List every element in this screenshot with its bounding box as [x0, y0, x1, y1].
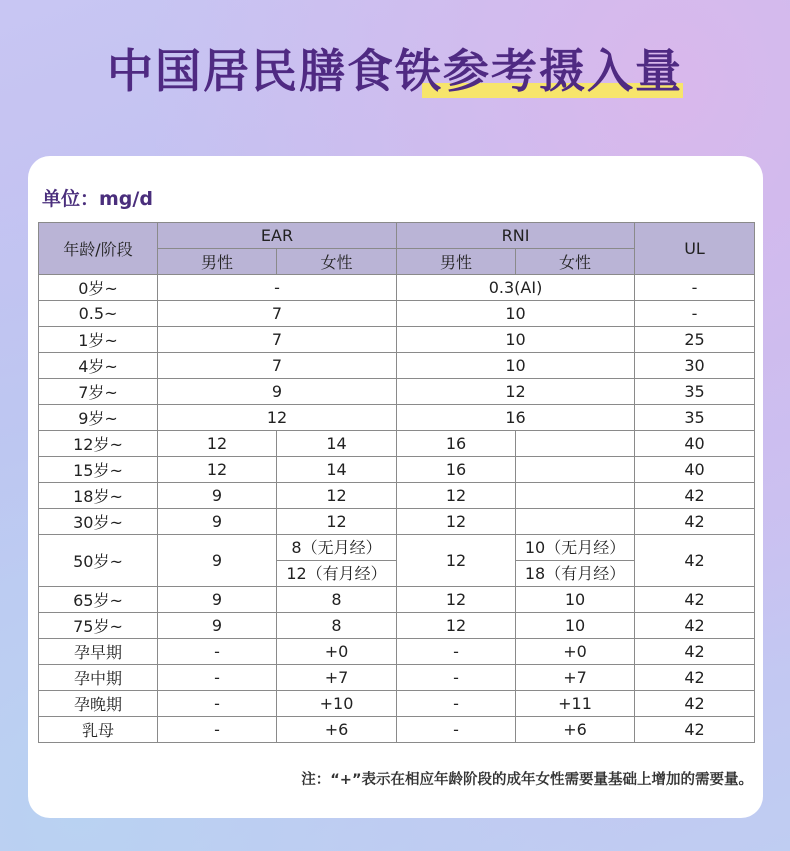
cell-ear-female-menses: 12（有月经）	[286, 564, 387, 583]
cell-rni-female	[516, 457, 635, 483]
table-row	[39, 509, 755, 535]
cell-ul: -	[635, 301, 755, 327]
cell-ear: 7	[158, 301, 397, 327]
cell-rni-male: 16	[397, 457, 516, 483]
cell-ear: 7	[158, 353, 397, 379]
cell-ear-female: 8	[277, 613, 397, 639]
header-ear: EAR	[158, 223, 397, 249]
table-row	[39, 717, 755, 743]
cell-ul: 40	[635, 457, 755, 483]
cell-age: 65岁~	[39, 587, 158, 613]
cell-age: 30岁~	[39, 509, 158, 535]
page-title	[107, 40, 683, 102]
cell-rni-male: -	[397, 665, 516, 691]
cell-ear-male: 9	[158, 587, 277, 613]
table-row	[39, 431, 755, 457]
cell-ear-female: 14	[277, 431, 397, 457]
table-row	[39, 457, 755, 483]
cell-rni-female: +7	[516, 665, 635, 691]
cell-age: 50岁~	[39, 535, 158, 587]
unit-label: 单位：mg/d	[42, 188, 153, 210]
cell-rni-female-no-menses: 10（无月经）	[516, 535, 634, 561]
cell-rni-female: 10	[516, 613, 635, 639]
cell-ul: 42	[635, 509, 755, 535]
cell-rni-female: +11	[516, 691, 635, 717]
table-row	[39, 353, 755, 379]
header-ear-female: 女性	[277, 249, 397, 275]
cell-rni-male: 16	[397, 431, 516, 457]
cell-rni-female	[516, 483, 635, 509]
cell-age: 18岁~	[39, 483, 158, 509]
cell-rni: 16	[397, 405, 635, 431]
cell-ear-female: 14	[277, 457, 397, 483]
cell-ul: 42	[635, 639, 755, 665]
table-row	[39, 275, 755, 301]
cell-ear-male: 9	[158, 613, 277, 639]
footnote: 注：“+”表示在相应年龄阶段的成年女性需要量基础上增加的需要量。	[301, 772, 753, 788]
cell-ear: 9	[158, 379, 397, 405]
cell-rni-male: -	[397, 691, 516, 717]
cell-age: 乳母	[39, 717, 158, 743]
cell-ear-female: +6	[277, 717, 397, 743]
cell-ul: 42	[635, 483, 755, 509]
cell-age: 孕中期	[39, 665, 158, 691]
cell-ear-male: 12	[158, 457, 277, 483]
cell-age: 孕晚期	[39, 691, 158, 717]
cell-ul: 42	[635, 665, 755, 691]
cell-ear-male: -	[158, 665, 277, 691]
cell-ear-male: 9	[158, 483, 277, 509]
cell-age: 1岁~	[39, 327, 158, 353]
cell-ear-male: -	[158, 717, 277, 743]
cell-ul: 42	[635, 535, 755, 587]
cell-ear-male: 12	[158, 431, 277, 457]
cell-ul: 30	[635, 353, 755, 379]
table-row	[39, 301, 755, 327]
cell-age: 4岁~	[39, 353, 158, 379]
cell-ear-female: 8	[277, 587, 397, 613]
cell-rni: 10	[397, 301, 635, 327]
cell-rni-male: -	[397, 717, 516, 743]
cell-ear-female: +0	[277, 639, 397, 665]
cell-ear-female-no-menses: 8（无月经）	[277, 535, 396, 561]
cell-rni: 10	[397, 327, 635, 353]
cell-rni: 12	[397, 379, 635, 405]
cell-ul: 35	[635, 405, 755, 431]
cell-age: 75岁~	[39, 613, 158, 639]
cell-age: 15岁~	[39, 457, 158, 483]
cell-ear-male: -	[158, 691, 277, 717]
table-row	[39, 613, 755, 639]
cell-rni-female-menses: 18（有月经）	[524, 564, 626, 583]
header-rni-female: 女性	[516, 249, 635, 275]
cell-ul: 42	[635, 691, 755, 717]
cell-ul: 42	[635, 587, 755, 613]
cell-ear-female-split	[277, 535, 397, 587]
table-row	[39, 665, 755, 691]
cell-ul: 42	[635, 717, 755, 743]
cell-age: 9岁~	[39, 405, 158, 431]
cell-age: 12岁~	[39, 431, 158, 457]
cell-rni: 10	[397, 353, 635, 379]
header-ul: UL	[635, 223, 755, 275]
cell-ear-female: +10	[277, 691, 397, 717]
cell-ear-male: -	[158, 639, 277, 665]
cell-age: 7岁~	[39, 379, 158, 405]
header-age: 年龄/阶段	[39, 223, 158, 275]
table-row	[39, 691, 755, 717]
table-row	[39, 483, 755, 509]
cell-ear-male: 9	[158, 535, 277, 587]
table-row	[39, 639, 755, 665]
cell-rni-male: -	[397, 639, 516, 665]
cell-ear: -	[158, 275, 397, 301]
iron-intake-table	[38, 222, 755, 743]
header-ear-male: 男性	[158, 249, 277, 275]
cell-ear-female: 12	[277, 509, 397, 535]
cell-rni: 0.3(AI)	[397, 275, 635, 301]
cell-rni-male: 12	[397, 613, 516, 639]
table-row	[39, 587, 755, 613]
table-row	[39, 327, 755, 353]
title-wrap	[0, 40, 790, 102]
cell-rni-male: 12	[397, 509, 516, 535]
cell-rni-female: +0	[516, 639, 635, 665]
table-row	[39, 535, 755, 587]
table-row	[39, 405, 755, 431]
cell-rni-female-split	[516, 535, 635, 587]
cell-age: 0岁~	[39, 275, 158, 301]
cell-ul: 35	[635, 379, 755, 405]
header-rni: RNI	[397, 223, 635, 249]
page-title-text: 中国居民膳食铁参考摄入量	[107, 44, 683, 98]
cell-ul: 25	[635, 327, 755, 353]
cell-rni-female: 10	[516, 587, 635, 613]
cell-ul: -	[635, 275, 755, 301]
cell-ear-male: 9	[158, 509, 277, 535]
cell-ear: 12	[158, 405, 397, 431]
cell-rni-male: 12	[397, 535, 516, 587]
cell-ul: 42	[635, 613, 755, 639]
cell-ul: 40	[635, 431, 755, 457]
cell-ear-female: +7	[277, 665, 397, 691]
cell-rni-female	[516, 431, 635, 457]
cell-ear: 7	[158, 327, 397, 353]
table-row	[39, 379, 755, 405]
cell-rni-male: 12	[397, 587, 516, 613]
table-card	[28, 156, 763, 818]
header-rni-male: 男性	[397, 249, 516, 275]
cell-ear-female: 12	[277, 483, 397, 509]
cell-rni-male: 12	[397, 483, 516, 509]
cell-age: 0.5~	[39, 301, 158, 327]
cell-rni-female: +6	[516, 717, 635, 743]
cell-rni-female	[516, 509, 635, 535]
cell-age: 孕早期	[39, 639, 158, 665]
